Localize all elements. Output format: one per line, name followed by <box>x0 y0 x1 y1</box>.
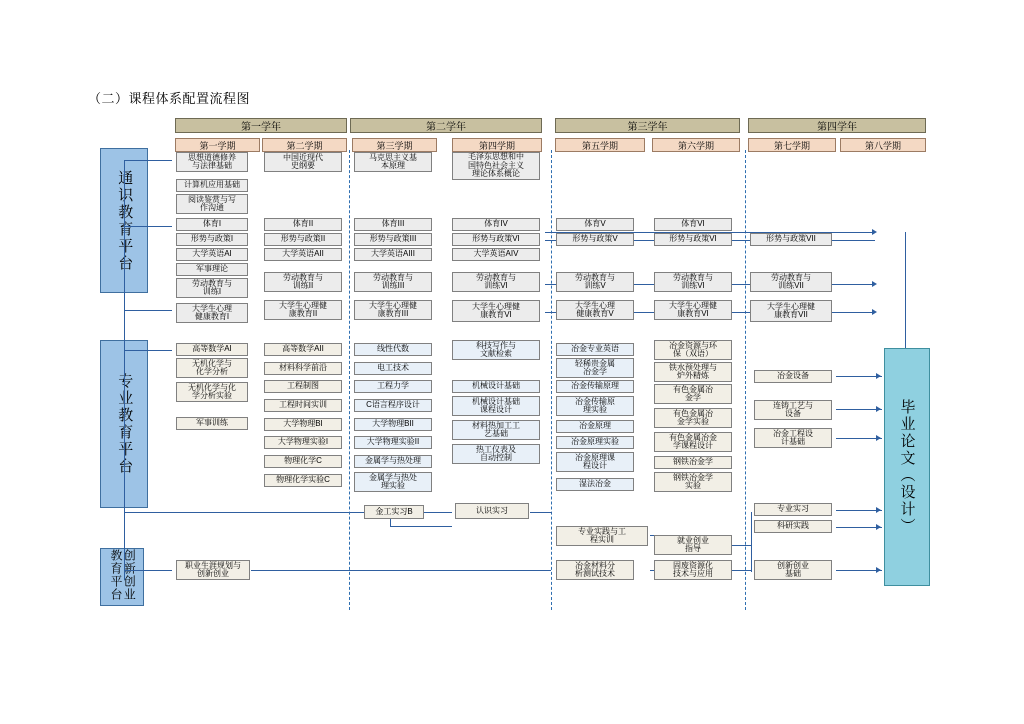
course-node[interactable]: 钢铁冶金学 实验 <box>654 472 732 492</box>
course-node[interactable]: 科研实践 <box>754 520 832 533</box>
course-node[interactable]: 军事理论 <box>176 263 248 276</box>
arrow-icon <box>876 524 881 530</box>
course-node[interactable]: 钢铁冶金学 <box>654 456 732 469</box>
course-node[interactable]: 工程制图 <box>264 380 342 393</box>
platform-innovation-education: 创新创业教育平台 <box>100 548 144 606</box>
connector-innovation-row <box>251 570 551 571</box>
course-node[interactable]: 有色金属冶金 学课程设计 <box>654 432 732 452</box>
course-node[interactable]: 科技写作与 文献检索 <box>452 340 540 360</box>
course-node[interactable]: 大学物理BI <box>264 418 342 431</box>
course-node[interactable]: 形势与政策V <box>556 233 634 246</box>
semester-header-2: 第二学期 <box>262 138 347 152</box>
course-node[interactable]: 材料科学前沿 <box>264 362 342 375</box>
page-title: （二）课程体系配置流程图 <box>88 91 251 106</box>
connector-h <box>124 570 172 571</box>
semester-header-7: 第七学期 <box>748 138 836 152</box>
course-node[interactable]: 大学生心理健 康教育VI <box>654 300 732 320</box>
course-node[interactable]: 计算机应用基础 <box>176 179 248 192</box>
course-node[interactable]: 大学物理实验I <box>264 436 342 449</box>
course-node[interactable]: 形势与政策VI <box>654 233 732 246</box>
course-node[interactable]: 形势与政策II <box>264 233 342 246</box>
course-node[interactable]: 认识实习 <box>455 503 529 519</box>
course-node[interactable]: 冶金传输原理 <box>556 380 634 393</box>
course-node[interactable]: 大学英语AIII <box>354 248 432 261</box>
connector-v2 <box>390 526 452 527</box>
course-node[interactable]: 大学物理BII <box>354 418 432 431</box>
year-header-1: 第一学年 <box>175 118 347 133</box>
semester-header-3: 第三学期 <box>352 138 437 152</box>
semester-header-6: 第六学期 <box>652 138 740 152</box>
course-node[interactable]: 体育VI <box>654 218 732 231</box>
connector-job-prof <box>731 545 751 546</box>
course-node[interactable]: 冶金资源与环 保（双语） <box>654 340 732 360</box>
course-node[interactable]: 大学英语AIV <box>452 248 540 261</box>
course-node[interactable]: 有色金属冶 金学 <box>654 384 732 404</box>
course-node[interactable]: 形势与政策III <box>354 233 432 246</box>
year-header-3: 第三学年 <box>555 118 740 133</box>
arrow-icon <box>872 309 877 315</box>
arrow-icon <box>872 281 877 287</box>
connector-h <box>124 160 172 161</box>
course-node[interactable]: 机械设计基础 课程设计 <box>452 396 540 416</box>
connector-h <box>124 310 172 311</box>
course-node[interactable]: 劳动教育与 训练I <box>176 278 248 298</box>
course-node[interactable]: 轻稀贵金属 冶金学 <box>556 358 634 378</box>
course-node[interactable]: 军事训练 <box>176 417 248 430</box>
course-node[interactable]: 大学物理实验II <box>354 436 432 449</box>
course-node[interactable]: 阅读鉴赏与写 作沟通 <box>176 194 248 214</box>
connector-h <box>124 350 172 351</box>
course-node[interactable]: 形势与政策VII <box>750 233 832 246</box>
course-node[interactable]: 工程时间实训 <box>264 399 342 412</box>
course-node[interactable]: 固废资源化 技术与应用 <box>654 560 732 580</box>
course-node[interactable]: 无机化学与 化学分析 <box>176 358 248 378</box>
course-node[interactable]: 就业创业 指导 <box>654 535 732 555</box>
course-node[interactable]: 体育IV <box>452 218 540 231</box>
course-node[interactable]: 冶金材料分 析测试技术 <box>556 560 634 580</box>
course-node[interactable]: 思想道德修养 与法律基础 <box>176 152 248 172</box>
course-node[interactable]: 马克思主义基 本原理 <box>354 152 432 172</box>
course-node[interactable]: 高等数学AI <box>176 343 248 356</box>
course-node[interactable]: 劳动教育与 训练II <box>264 272 342 292</box>
course-node[interactable]: 冶金设备 <box>754 370 832 383</box>
course-node[interactable]: 铁水预处理与 炉外精炼 <box>654 362 732 382</box>
course-node[interactable]: 电工技术 <box>354 362 432 375</box>
course-node[interactable]: 物理化学实验C <box>264 474 342 487</box>
connector-renshi-out <box>530 512 552 513</box>
course-node[interactable]: 劳动教育与 训练VII <box>750 272 832 292</box>
arrow-icon <box>876 406 881 412</box>
course-node[interactable]: 大学英语AI <box>176 248 248 261</box>
connector-spine <box>124 160 125 580</box>
course-node[interactable]: 冶金原理实验 <box>556 436 634 449</box>
course-node[interactable]: 创新创业 基础 <box>754 560 832 580</box>
course-node[interactable]: 毛泽东思想和中 国特色社会主义 理论体系概论 <box>452 152 540 180</box>
course-node[interactable]: 冶金专业英语 <box>556 343 634 356</box>
course-node[interactable]: 劳动教育与 训练VI <box>452 272 540 292</box>
connector-solid-innovate <box>731 570 751 571</box>
course-node[interactable]: 大学生心理健 康教育III <box>354 300 432 320</box>
course-node[interactable]: 大学生心理健 康教育VII <box>750 300 832 322</box>
divider-year-1-2 <box>349 150 350 610</box>
connector-h <box>124 512 364 513</box>
course-node[interactable]: 线性代数 <box>354 343 432 356</box>
course-node[interactable]: 有色金属冶 金学实验 <box>654 408 732 428</box>
semester-header-4: 第四学期 <box>452 138 542 152</box>
course-node[interactable]: 高等数学AII <box>264 343 342 356</box>
course-node[interactable]: 冶金工程设 计基础 <box>754 428 832 448</box>
year-header-4: 第四学年 <box>748 118 926 133</box>
semester-header-5: 第五学期 <box>555 138 645 152</box>
thesis-box: 毕业论文（设计） <box>884 348 930 586</box>
course-node[interactable]: 金属学与热处理 <box>354 455 432 468</box>
year-header-2: 第二学年 <box>350 118 542 133</box>
semester-header-1: 第一学期 <box>175 138 260 152</box>
course-node[interactable]: 体育II <box>264 218 342 231</box>
course-node[interactable]: 连铸工艺与 设备 <box>754 400 832 420</box>
course-node[interactable]: 金工实习B <box>364 505 424 519</box>
course-node[interactable]: 体育V <box>556 218 634 231</box>
course-node[interactable]: 材料热加工工 艺基础 <box>452 420 540 440</box>
course-node[interactable]: 形势与政策VI <box>452 233 540 246</box>
connector-to-thesis <box>905 232 906 348</box>
arrow-icon <box>876 373 881 379</box>
course-node[interactable]: 大学英语AII <box>264 248 342 261</box>
course-node[interactable]: 职业生涯规划与 创新创业 <box>176 560 250 580</box>
course-node[interactable]: 劳动教育与 训练V <box>556 272 634 292</box>
course-node[interactable]: 工程力学 <box>354 380 432 393</box>
course-node[interactable]: 冶金传输原 理实验 <box>556 396 634 416</box>
course-node[interactable]: 大学生心理 健康教育V <box>556 300 634 320</box>
connector-h <box>124 226 172 227</box>
course-node[interactable]: 物理化学C <box>264 455 342 468</box>
course-node[interactable]: 金属学与热处 理实验 <box>354 472 432 492</box>
platform-professional-education: 专业教育平台 <box>100 340 148 508</box>
course-node[interactable]: 无机化学与化 学分析实验 <box>176 382 248 402</box>
course-node[interactable]: 大学生心理 健康教育I <box>176 303 248 323</box>
semester-header-8: 第八学期 <box>840 138 926 152</box>
course-node[interactable]: 冶金原理课 程设计 <box>556 452 634 472</box>
arrow-icon <box>876 567 881 573</box>
course-node[interactable]: 形势与政策I <box>176 233 248 246</box>
arrow-icon <box>872 229 877 235</box>
course-node[interactable]: 大学生心理健 康教育VI <box>452 300 540 322</box>
course-node[interactable]: C语言程序设计 <box>354 399 432 412</box>
course-node[interactable]: 专业实习 <box>754 503 832 516</box>
divider-year-3-4 <box>745 150 746 610</box>
platform-general-education: 通识教育平台 <box>100 148 148 293</box>
course-node[interactable]: 湿法冶金 <box>556 478 634 491</box>
course-node[interactable]: 体育I <box>176 218 248 231</box>
course-node[interactable]: 劳动教育与 训练VI <box>654 272 732 292</box>
course-node[interactable]: 专业实践与工 程实训 <box>556 526 648 546</box>
course-node[interactable]: 劳动教育与 训练III <box>354 272 432 292</box>
arrow-icon <box>876 507 881 513</box>
course-node[interactable]: 中国近现代 史纲要 <box>264 152 342 172</box>
course-node[interactable]: 冶金原理 <box>556 420 634 433</box>
divider-year-2-3 <box>551 150 552 610</box>
course-node[interactable]: 体育III <box>354 218 432 231</box>
course-node[interactable]: 大学生心理健 康教育II <box>264 300 342 320</box>
connector-v3 <box>751 512 752 572</box>
arrow-icon <box>876 435 881 441</box>
course-node[interactable]: 机械设计基础 <box>452 380 540 393</box>
course-node[interactable]: 热工仪表及 自动控制 <box>452 444 540 464</box>
